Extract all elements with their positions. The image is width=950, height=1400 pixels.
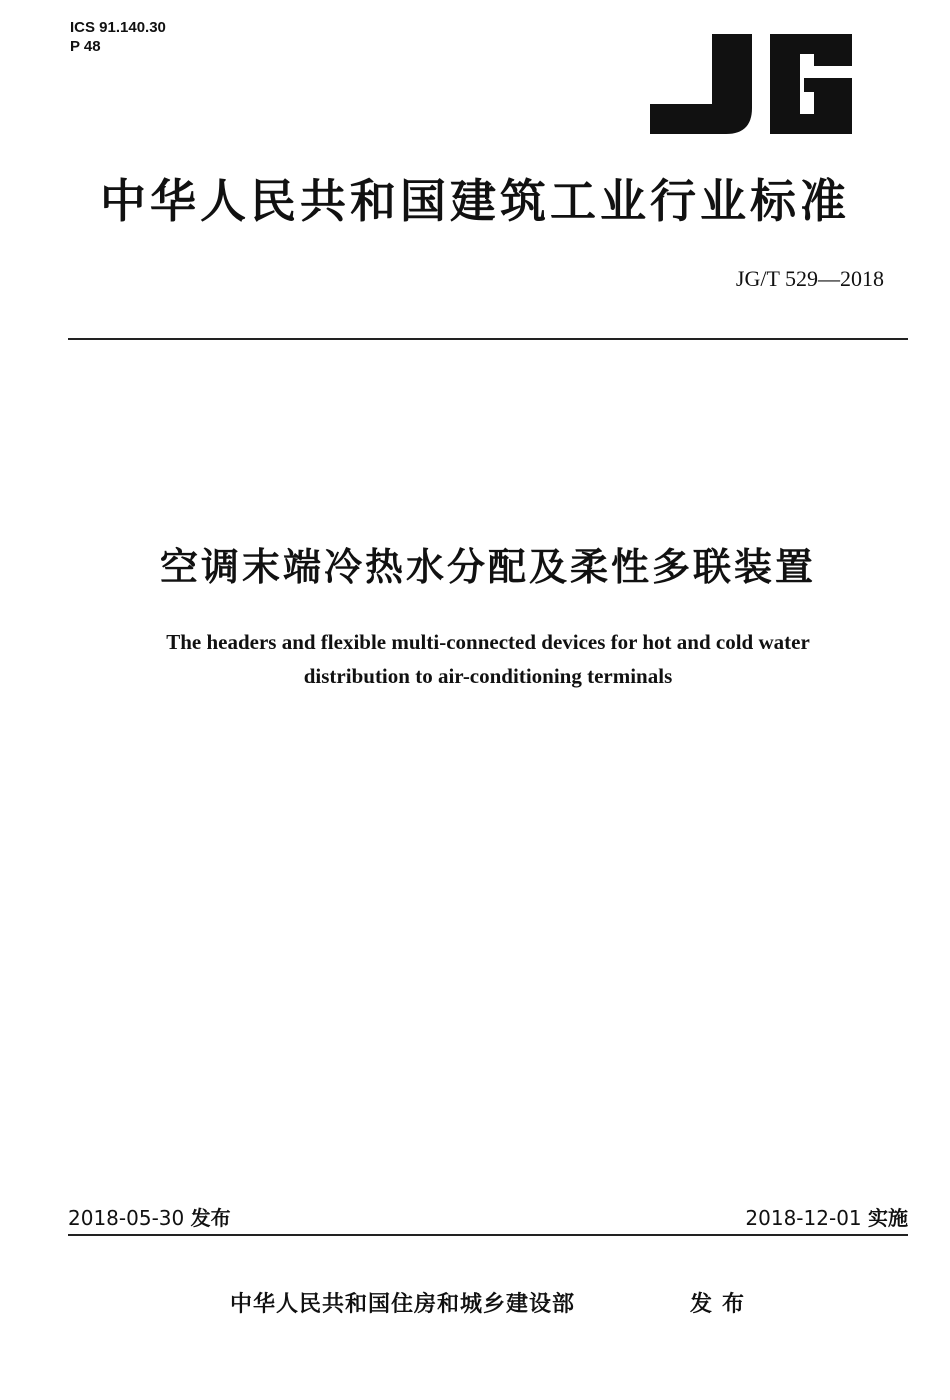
- bottom-divider: [68, 1234, 908, 1236]
- implementation-date-label: 实施: [868, 1206, 908, 1230]
- standard-number: JG/T 529—2018: [735, 266, 884, 291]
- logo-letter-g: [770, 34, 852, 134]
- implementation-date: [745, 1202, 908, 1231]
- ccs-code: P 48: [70, 38, 101, 55]
- publisher-name: 中华人民共和国住房和城乡建设部: [230, 1292, 576, 1317]
- logo-letter-j: [650, 34, 752, 134]
- jg-logo: [650, 34, 852, 134]
- issue-date-label: 发布: [190, 1206, 231, 1230]
- issue-date-value: 2018-05-30: [68, 1206, 185, 1230]
- publish-label: 发布: [690, 1292, 755, 1317]
- top-divider: [68, 338, 908, 340]
- ics-code: ICS 91.140.30: [70, 19, 166, 36]
- classification-codes: [70, 18, 166, 56]
- standard-title-chinese: 空调末端冷热水分配及柔性多联装置: [159, 545, 816, 589]
- issue-date: [68, 1202, 231, 1231]
- standard-title-english: [0, 625, 950, 693]
- issuing-body-title: 中华人民共和国建筑工业行业标准: [100, 174, 850, 228]
- english-title-line-2: distribution to air-conditioning terminals: [303, 664, 673, 688]
- implementation-date-value: 2018-12-01: [745, 1206, 862, 1230]
- english-title-line-1: The headers and flexible multi-connected devices for hot and cold water: [166, 630, 810, 654]
